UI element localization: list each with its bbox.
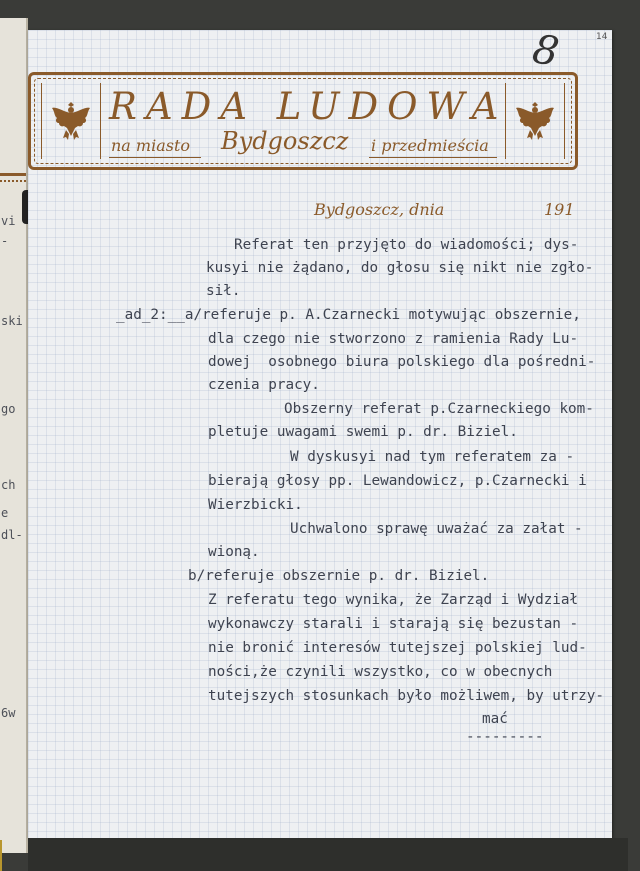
body-line: b/referuje obszernie p. dr. Biziel. — [188, 568, 490, 584]
margin-fragment: vi — [1, 214, 16, 228]
binding-cord — [0, 840, 18, 871]
adjacent-letterhead-dots — [0, 180, 26, 182]
closing-dashes: --------- — [466, 729, 544, 745]
margin-fragment: - — [1, 234, 9, 248]
body-line: sił. — [206, 283, 241, 299]
letterhead-subtitle-prefix: na miasto — [111, 136, 191, 155]
body-line: Z referatu tego wynika, że Zarząd i Wydział — [208, 592, 579, 608]
body-line: Obszerny referat p.Czarneckiego kom- — [284, 401, 594, 417]
background-surface — [28, 838, 628, 871]
body-line: Wierzbicki. — [208, 497, 303, 513]
body-line: wioną. — [208, 544, 260, 560]
dateline-place: Bydgoszcz, dnia — [314, 200, 445, 219]
dateline-year: 191 — [544, 200, 575, 219]
body-line: nie bronić interesów tutejszej polskiej lud- — [208, 640, 587, 656]
body-line: kusyi nie żądano, do głosu się nikt nie zgło- — [206, 260, 594, 276]
margin-fragment: ch — [1, 478, 16, 492]
body-line: _ad_2:__a/referuje p. A.Czarnecki motywując obszernie, — [116, 307, 581, 323]
body-line: dowej osobnego biura polskiego dla pośredni- — [208, 354, 596, 370]
polish-eagle-icon — [505, 83, 565, 159]
polish-eagle-icon — [41, 83, 101, 159]
body-line: tutejszych stosunkach było możliwem, by utrzy- — [208, 688, 604, 704]
body-line: W dyskusyi nad tym referatem za - — [290, 449, 575, 465]
letterhead-title: RADA LUDOWA — [109, 85, 508, 128]
margin-fragment: dl- — [1, 528, 23, 542]
body-line: mać — [482, 711, 508, 727]
body-line: dla czego nie stworzono z ramienia Rady Lu- — [208, 331, 579, 347]
body-line: wykonawczy starali i starają się bezustan - — [208, 616, 579, 632]
body-line: Referat ten przyjęto do wiadomości; dys- — [234, 237, 579, 253]
adjacent-letterhead-border — [0, 173, 26, 176]
margin-fragment: 6w — [1, 706, 16, 720]
margin-fragment: e — [1, 506, 9, 520]
body-line: czenia pracy. — [208, 377, 320, 393]
archive-page-number: 14 — [596, 32, 608, 42]
adjacent-page-edge — [0, 18, 28, 853]
margin-fragment: ski — [1, 314, 23, 328]
body-line: ności,że czynili wszystko, co w obecnych — [208, 664, 553, 680]
handwritten-page-mark: 8 — [529, 26, 563, 76]
letterhead-subtitle-suffix: i przedmieścia — [371, 136, 489, 155]
margin-fragment: go — [1, 402, 16, 416]
letterhead-city: Bydgoszcz — [221, 127, 349, 155]
body-line: bierają głosy pp. Lewandowicz, p.Czarnecki i — [208, 473, 587, 489]
letterhead — [28, 72, 578, 170]
document-page — [28, 26, 612, 838]
body-line: pletuje uwagami swemi p. dr. Biziel. — [208, 424, 518, 440]
body-line: Uchwalono sprawę uważać za załat - — [290, 521, 583, 537]
